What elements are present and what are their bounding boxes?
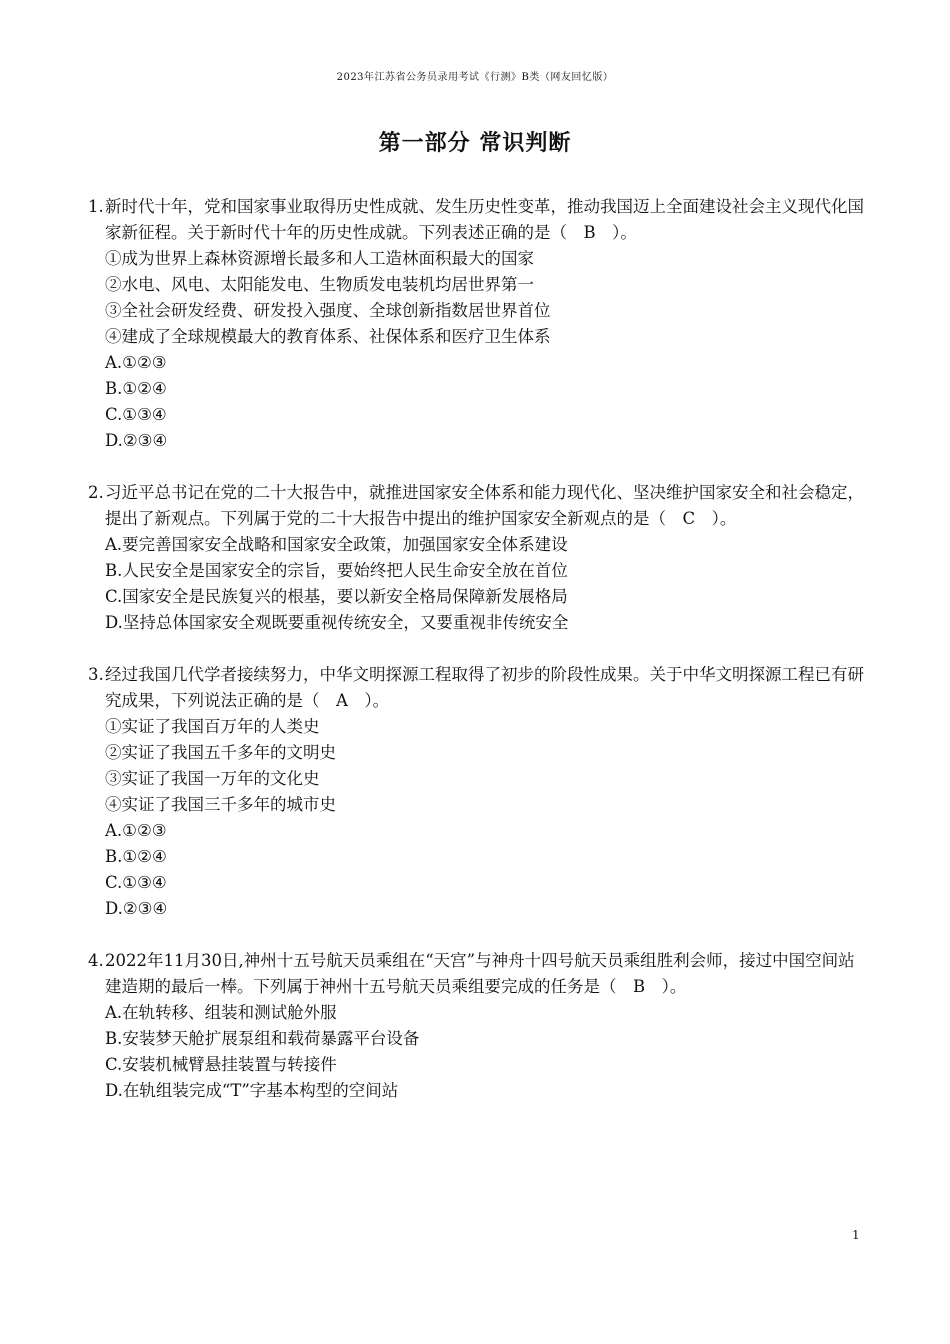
question-option: ②实证了我国五千多年的文明史 <box>105 743 336 762</box>
question-option: D.在轨组装完成“T”字基本构型的空间站 <box>105 1081 399 1100</box>
question-option: D.②③④ <box>105 431 168 450</box>
question-1 <box>88 194 868 454</box>
question-number: 4. <box>88 951 104 970</box>
question-text: 经过我国几代学者接续努力，中华文明探源工程取得了初步的阶段性成果。关于中华文明探源工程已有研究成果，下列说法正确的是（ A ）。 <box>105 665 864 710</box>
question-4 <box>88 948 868 1104</box>
page-number: 1 <box>852 1228 860 1242</box>
question-option: ①实证了我国百万年的人类史 <box>105 717 320 736</box>
question-list <box>88 194 868 1130</box>
question-option: A.①②③ <box>105 353 167 372</box>
question-option: B.①②④ <box>105 847 167 866</box>
question-option: C.①③④ <box>105 873 167 892</box>
page-header: 2023年江苏省公务员录用考试《行测》B类（网友回忆版） <box>336 72 614 83</box>
question-option: C.安装机械臂悬挂装置与转接件 <box>105 1055 337 1074</box>
question-option: ①成为世界上森林资源增长最多和人工造林面积最大的国家 <box>105 249 534 268</box>
question-option: A.要完善国家安全战略和国家安全政策，加强国家安全体系建设 <box>105 535 568 554</box>
question-number: 1. <box>88 197 104 216</box>
question-option: D.坚持总体国家安全观既要重视传统安全，又要重视非传统安全 <box>105 613 569 632</box>
question-stem <box>88 194 868 246</box>
question-option: ③全社会研发经费、研发投入强度、全球创新指数居世界首位 <box>105 301 551 320</box>
question-2 <box>88 480 868 636</box>
question-option: C.国家安全是民族复兴的根基，要以新安全格局保障新发展格局 <box>105 587 568 606</box>
section-title: 第一部分 常识判断 <box>378 130 572 156</box>
question-option: C.①③④ <box>105 405 167 424</box>
question-option: D.②③④ <box>105 899 168 918</box>
question-number: 2. <box>88 483 104 502</box>
question-option: B.①②④ <box>105 379 167 398</box>
question-3 <box>88 662 868 922</box>
question-option: B.人民安全是国家安全的宗旨，要始终把人民生命安全放在首位 <box>105 561 568 580</box>
question-text: 习近平总书记在党的二十大报告中，就推进国家安全体系和能力现代化、坚决维护国家安全和社会稳定，提出了新观点。下列属于党的二十大报告中提出的维护国家安全新观点的是（ C ）。 <box>105 483 864 528</box>
question-text: 新时代十年，党和国家事业取得历史性成就、发生历史性变革，推动我国迈上全面建设社会主义现代化国家新征程。关于新时代十年的历史性成就。下列表述正确的是（ B ）。 <box>105 197 864 242</box>
question-option: A.在轨转移、组装和测试舱外服 <box>105 1003 337 1022</box>
question-option: ④建成了全球规模最大的教育体系、社保体系和医疗卫生体系 <box>105 327 551 346</box>
question-stem <box>88 948 868 1000</box>
question-option: A.①②③ <box>105 821 167 840</box>
question-stem <box>88 662 868 714</box>
question-stem <box>88 480 868 532</box>
question-text: 2022年11月30日,神州十五号航天员乘组在“天宫”与神舟十四号航天员乘组胜利会师，接过中国空间站建造期的最后一棒。下列属于神州十五号航天员乘组要完成的任务是（ B ）。 <box>105 951 855 996</box>
question-option: ②水电、风电、太阳能发电、生物质发电装机均居世界第一 <box>105 275 534 294</box>
question-option: B.安装梦天舱扩展泵组和载荷暴露平台设备 <box>105 1029 420 1048</box>
question-option: ④实证了我国三千多年的城市史 <box>105 795 336 814</box>
question-number: 3. <box>88 665 104 684</box>
question-option: ③实证了我国一万年的文化史 <box>105 769 320 788</box>
